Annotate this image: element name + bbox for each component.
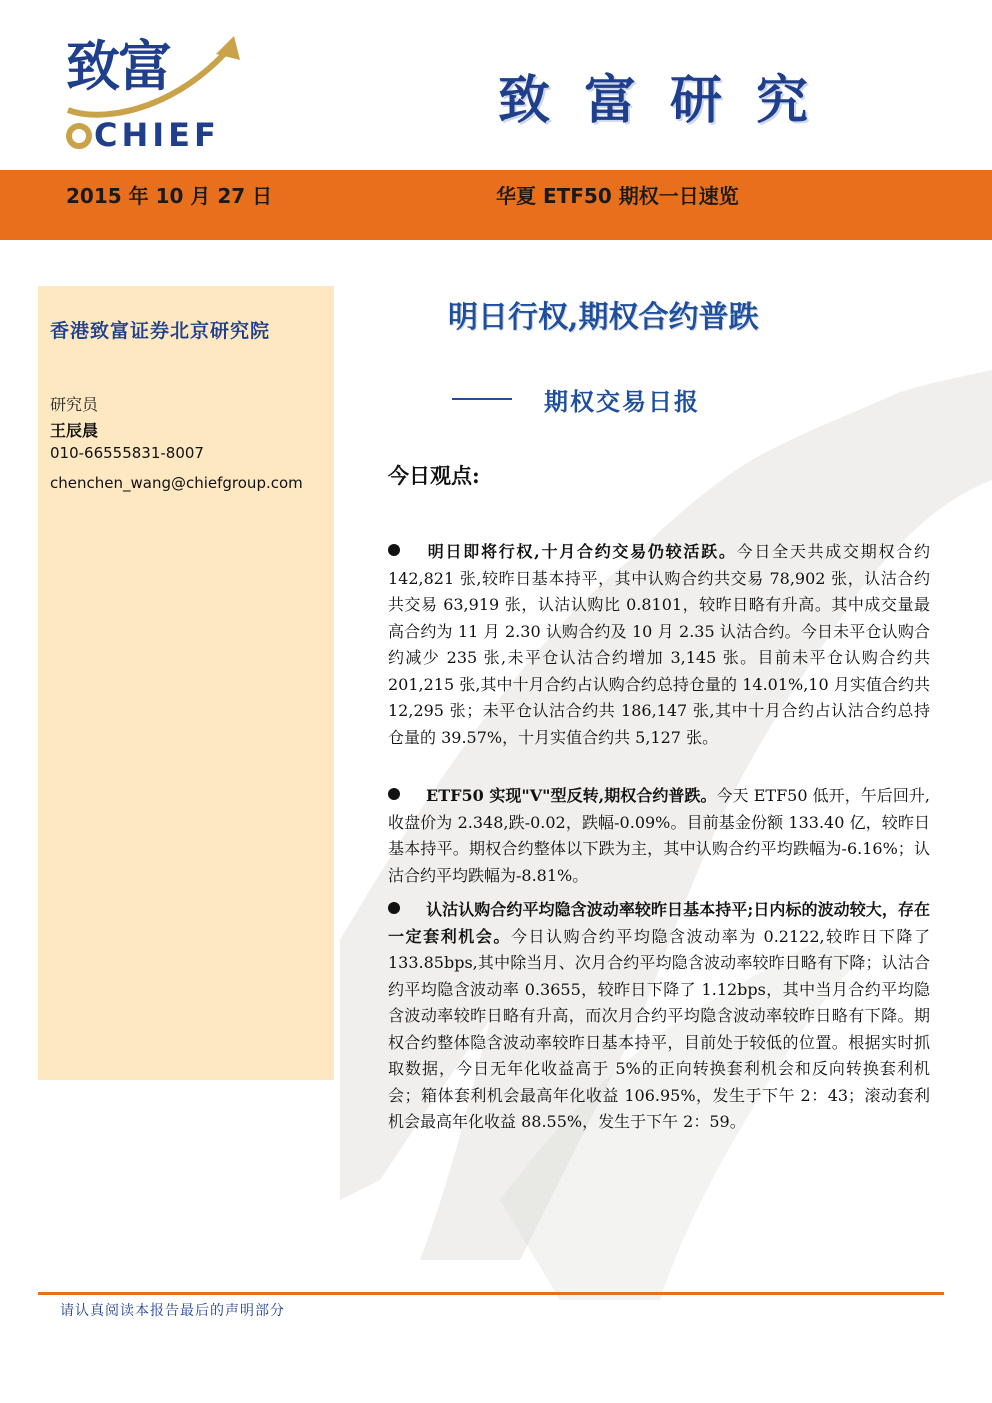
report-series-title: 华夏 ETF50 期权一日速览 <box>496 184 739 208</box>
bullet-icon <box>388 544 400 556</box>
paragraph-lead: 认沽认购合约平均隐含波动率较昨日基本持平;日内标的波动较大，存在一定套利机会。 <box>388 900 930 946</box>
paragraph-lead: ETF50 实现"V"型反转,期权合约普跌。 <box>426 786 717 805</box>
author-name: 王辰晨 <box>50 421 99 440</box>
bullet-paragraph <box>388 897 930 1136</box>
footer-divider <box>38 1292 944 1295</box>
logo-ring-icon <box>66 123 92 149</box>
report-subtitle: 期权交易日报 <box>544 387 700 416</box>
author-sidebar <box>38 286 334 1080</box>
paragraph-body: 今天 ETF50 低开，午后回升,收盘价为 2.348,跌-0.02，跌幅-0.09%。目前基金份额 133.40 亿，较昨日基本持平。期权合约整体以下跌为主，其中认购合约平均跌幅为-6.16%；认沽合约平均跌幅为-8.81%。 <box>388 786 930 885</box>
sidebar-role: 研究员 <box>50 395 99 414</box>
report-title: 明日行权,期权合约普跌 <box>448 300 759 335</box>
bullet-paragraph <box>388 783 930 889</box>
author-email[interactable]: chenchen_wang@chiefgroup.com <box>50 474 303 492</box>
chief-logo <box>58 18 258 158</box>
paragraph-body: 今日认购合约平均隐含波动率为 0.2122,较昨日下降了 133.85bps,其中除当月、次月合约平均隐含波动率较昨日略有下降；认沽合约平均隐含波动率 0.3655，较昨日下降了 1.12bps，其中当月合约平均隐含波动率较昨日略有升高，而次月合约平均隐含波动率较昨日略有下降。期权合约整体隐含波动率较昨日基本持平，目前处于较低的位置。根据实时抓取数据，今日无年化收益高于 5%的正向转换套利机会和反向转换套利机会；箱体套利机会最高年化收益 106.95%，发生于下午 2：43；滚动套利机会最高年化收益 88.55%，发生于下午 2：59。 <box>388 926 930 1131</box>
report-date: 2015 年 10 月 27 日 <box>66 184 273 208</box>
bullet-icon <box>388 902 400 914</box>
section-heading: 今日观点: <box>388 463 480 488</box>
logo-english-text <box>66 116 220 154</box>
sidebar-org: 香港致富证券北京研究院 <box>50 320 271 342</box>
paragraph-lead: 明日即将行权,十月合约交易仍较活跃。 <box>426 542 737 561</box>
paragraph-body: 今日全天共成交期权合约 142,821 张,较昨日基本持平，其中认购合约共交易 78,902 张，认沽合约共交易 63,919 张，认沽认购比 0.8101，较昨日略有升高。其中成交量最高合约为 11 月 2.30 认购合约及 10 月 2.35 认沽合约。今日未平仓认购合约减少 235 张,未平仓认沽合约增加 3,145 张。目前未平仓认购合约共 201,215 张,其中十月合约占认购合约总持仓量的 14.01%,10 月实值合约共 12,295 张；未平仓认沽合约共 186,147 张,其中十月合约占认沽合约总持仓量的 39.57%，十月实值合约共 5,127 张。 <box>388 542 930 747</box>
subtitle-dash <box>452 398 512 400</box>
brand-title: 致富研究 <box>498 70 843 131</box>
logo-chief-label: CHIEF <box>94 116 220 154</box>
bullet-paragraph <box>388 539 930 751</box>
footer-disclaimer: 请认真阅读本报告最后的声明部分 <box>60 1303 285 1319</box>
bullet-icon <box>388 788 400 800</box>
author-phone: 010-66555831-8007 <box>50 444 204 462</box>
logo-chinese-text: 致富 <box>66 34 170 98</box>
